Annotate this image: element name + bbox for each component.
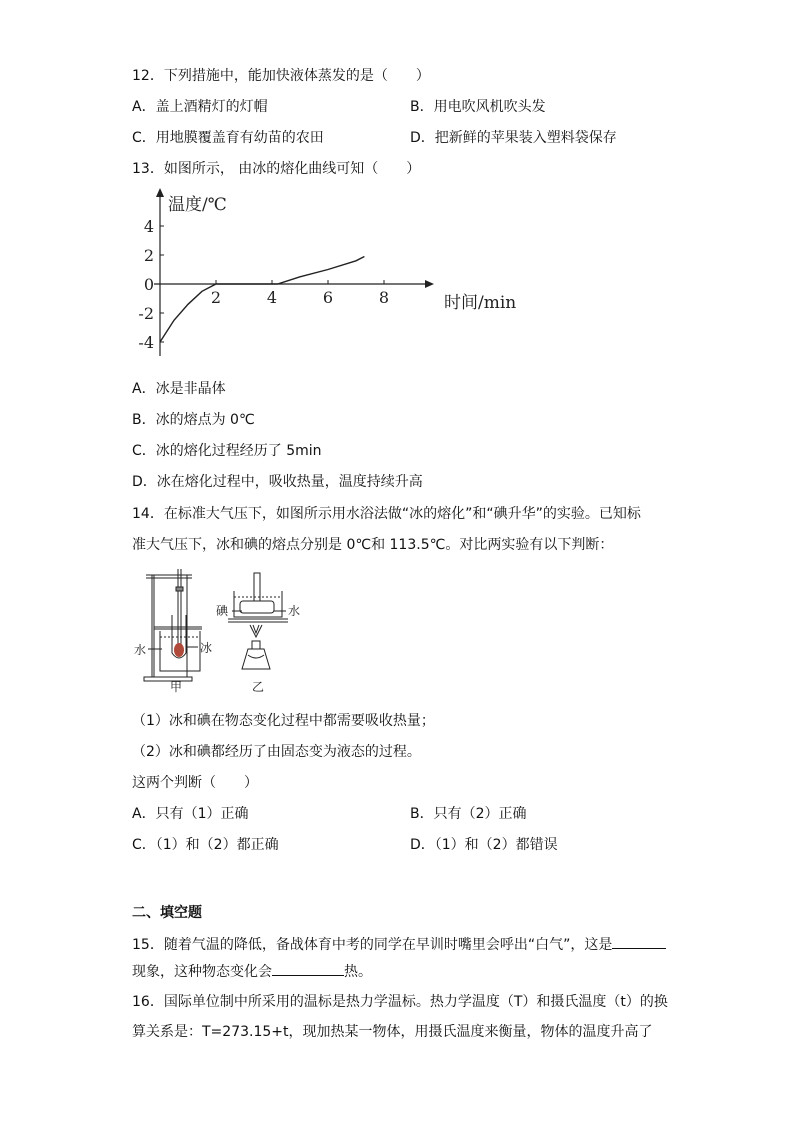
label-iodine: 碘 bbox=[216, 604, 229, 618]
ice-melting-chart bbox=[128, 184, 528, 364]
y-tick-label: -2 bbox=[138, 304, 154, 323]
q15-blank-1[interactable] bbox=[612, 934, 666, 949]
q14-prompt: 这两个判断（ ） bbox=[132, 775, 258, 791]
x-tick-label: 6 bbox=[322, 288, 334, 307]
label-ice: 冰 bbox=[200, 641, 213, 655]
x-axis-label: 时间/min bbox=[444, 293, 517, 313]
x-tick-label: 4 bbox=[266, 288, 278, 307]
q14-option-d: D．（1）和（2）都错误 bbox=[410, 837, 558, 853]
x-tick-label: 8 bbox=[378, 288, 390, 307]
q14-option-c: C．（1）和（2）都正确 bbox=[132, 837, 279, 853]
q14-judgement-1: （1）冰和碘在物态变化过程中都需要吸收热量； bbox=[132, 713, 435, 729]
q15-text-part2: 现象，这种物态变化会 bbox=[132, 964, 272, 980]
q14-stem-line2: 准大气压下，冰和碘的熔点分别是 0℃和 113.5℃。对比两实验有以下判断： bbox=[132, 537, 614, 553]
q12-stem: 12．下列措施中，能加快液体蒸发的是（ ） bbox=[132, 68, 430, 84]
q13-option-d: D．冰在熔化过程中，吸收热量，温度持续升高 bbox=[132, 474, 423, 490]
experiment-figure bbox=[132, 565, 322, 695]
q13-option-c: C．冰的熔化过程经历了 5min bbox=[132, 443, 322, 459]
caption-yi: 乙 bbox=[252, 680, 265, 694]
y-tick-label: -4 bbox=[138, 333, 154, 352]
y-axis-label: 温度/℃ bbox=[168, 195, 227, 215]
q15-blank-2[interactable] bbox=[272, 961, 344, 976]
q13-option-a: A．冰是非晶体 bbox=[132, 381, 226, 397]
q13-option-b: B．冰的熔点为 0℃ bbox=[132, 412, 255, 428]
q14-option-a: A．只有（1）正确 bbox=[132, 806, 249, 822]
q16-line2: 算关系是：T=273.15+t，现加热某一物体，用摄氏温度来衡量，物体的温度升高了 bbox=[132, 1024, 653, 1040]
q12-option-c: C．用地膜覆盖育有幼苗的农田 bbox=[132, 130, 324, 146]
y-axis-arrow bbox=[156, 188, 164, 197]
apparatus-yi bbox=[228, 573, 288, 669]
y-tick-label: 2 bbox=[143, 246, 154, 265]
caption-jia: 甲 bbox=[170, 680, 183, 694]
label-water-left: 水 bbox=[134, 643, 147, 657]
ice-in-tube bbox=[174, 643, 184, 657]
q15-text-part1: 15．随着气温的降低，备战体育中考的同学在早训时嘴里会呼出“白气”，这是 bbox=[132, 937, 613, 953]
q15-line2 bbox=[132, 961, 372, 982]
q12-option-a: A．盖上酒精灯的灯帽 bbox=[132, 99, 268, 115]
q13-stem: 13．如图所示， 由冰的熔化曲线可知（ ） bbox=[132, 161, 421, 177]
y-tick-label: 4 bbox=[143, 217, 154, 236]
q16-line1: 16．国际单位制中所采用的温标是热力学温标。热力学温度（T）和摄氏温度（t）的换 bbox=[132, 994, 668, 1010]
section-title-fill-in: 二、填空题 bbox=[132, 905, 202, 921]
q12-option-d: D．把新鲜的苹果装入塑料袋保存 bbox=[410, 130, 617, 146]
y-tick-label: 0 bbox=[143, 275, 154, 294]
q15-line1 bbox=[132, 934, 666, 955]
apparatus-jia bbox=[144, 569, 202, 681]
q14-stem-line1: 14．在标准大气压下，如图所示用水浴法做“冰的熔化”和“碘升华”的实验。已知标 bbox=[132, 506, 641, 522]
melting-curve bbox=[160, 257, 364, 343]
q14-judgement-2: （2）冰和碘都经历了由固态变为液态的过程。 bbox=[132, 744, 421, 760]
label-water-right: 水 bbox=[288, 604, 301, 618]
x-tick-label: 2 bbox=[210, 288, 222, 307]
x-axis-arrow bbox=[425, 280, 434, 288]
q12-option-b: B．用电吹风机吹头发 bbox=[410, 99, 546, 115]
q14-option-b: B．只有（2）正确 bbox=[410, 806, 527, 822]
q15-text-part3: 热。 bbox=[344, 964, 372, 980]
